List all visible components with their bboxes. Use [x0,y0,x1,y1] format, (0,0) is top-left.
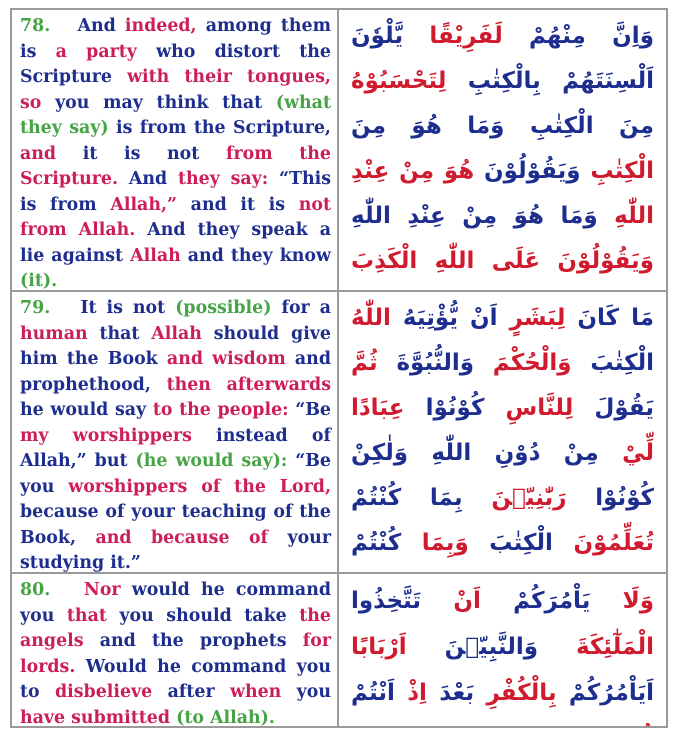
arabic-segment: الْكِتٰبَ [571,350,654,376]
arabic-text-80 [339,574,666,726]
english-segment: It is not [80,298,176,318]
english-segment: it is not [56,143,226,164]
english-segment: instead of Allah,” but [20,425,331,471]
english-segment: that [66,605,107,626]
verse-row-80 [12,574,666,726]
arabic-segment: اِذْ [407,680,427,706]
arabic-segment: تَتَّخِذُوا [351,588,422,614]
english-segment: my worshippers [20,425,192,446]
arabic-segment: لِبَشَرٍ [509,305,566,331]
arabic-segment: كُنْتُمْ [351,530,402,556]
english-segment: your studying it.” [20,527,331,572]
arabic-segment: مِنَ الْكِتٰبِ وَمَا هُوَ مِنَ [351,113,654,139]
english-segment: a party [55,41,137,62]
english-segment: who distort the Scripture [20,41,331,87]
verse-row-78 [12,10,666,292]
english-segment: with their tongues, so [20,67,331,113]
english-segment: to the people: [152,400,289,420]
english-segment: “Be you [20,451,331,497]
english-segment: you [281,682,332,702]
arabic-segment: وَالْحُكْمَ [492,350,572,376]
arabic-segment: وَبِمَا [421,530,469,556]
english-segment: Allah [130,245,181,266]
english-segment: (it). [20,271,58,290]
english-segment: should give him the Book [20,323,331,369]
english-segment: because of your teaching of the Book, [20,502,331,548]
english-segment: disbelieve [55,682,153,702]
arabic-segment: وَمَا هُوَ مِنْ عِنْدِ اللّٰهِ [351,203,615,229]
english-segment: you should take [106,605,300,626]
arabic-segment: مَا كَانَ [565,305,654,331]
arabic-segment: بِالْكُفْرِ [486,680,557,706]
english-segment: human [20,323,88,344]
english-segment: and prophethood, [20,349,331,395]
arabic-segment: تُعَلِّمُوْنَ [573,530,654,556]
english-segment: that [87,323,152,344]
arabic-segment: الْكِتٰبَ [468,530,574,556]
arabic-segment: ثُمَّ [351,350,378,376]
english-segment: (what they say) [20,92,331,138]
arabic-segment: وَلَا [590,588,654,614]
arabic-segment: وَيَقُوْلُوْنَ عَلَى اللّٰهِ الْكَذِبَ [351,248,654,274]
arabic-segment: وَاِنَّ مِنْهُمْ [502,23,654,49]
english-text-80 [20,580,331,726]
english-text-78 [20,16,331,290]
english-segment: for a [271,298,331,318]
arabic-segment: لَفَرِيْقًا [429,23,503,49]
english-segment: (possible) [175,298,272,318]
arabic-segment: اَنْتُمْ [351,680,408,706]
verse-number-80: 80. [20,580,51,600]
english-segment: Nor [83,580,121,600]
english-segment: would he command you [20,580,331,626]
arabic-segment: اَنْ [421,588,514,614]
english-segment: then afterwards [166,374,331,395]
verse-number-79: 79. [20,298,51,318]
english-segment: when [229,682,282,702]
english-segment: he would say [20,400,153,420]
english-segment: and they know [180,245,331,266]
english-segment: “This is from [20,169,332,215]
arabic-segment: هُوَ مِنْ عِنْدِ اللّٰهِ [351,158,654,229]
verse-number-78: 78. [20,16,51,36]
english-segment: Allah,” [110,194,178,215]
english-segment: after [152,682,230,702]
arabic-segment: لِلنَّاسِ [505,395,574,421]
arabic-segment: اللّٰهُ [351,305,391,331]
arabic-segment: اَنْ يُّؤْتِيَهُ [390,305,510,331]
english-segment: the angels [20,605,331,651]
arabic-text-79 [339,292,666,572]
arabic-segment: الْكِتٰبِ [590,158,654,184]
arabic-segment: اَيَاْمُرُكُمْ [556,680,655,706]
arabic-segment: لِتَحْسَبُوْهُ [351,68,447,94]
english-segment: And they speak a lie against [20,220,331,266]
english-segment: And [77,16,125,36]
english-segment: from the Scripture. [20,143,331,189]
english-segment: they say: [177,169,269,189]
arabic-segment: وَيَقُوْلُوْنَ [474,158,591,184]
arabic-segment: عِبَادًا لِّيْ [351,395,654,466]
arabic-segment: بَعْدَ [426,680,487,706]
english-translation-80 [12,574,339,726]
english-segment: (to Allah). [176,707,275,726]
english-segment: (he would say): [135,451,288,471]
arabic-segment: يَاْمُرَكُمْ [513,588,591,614]
english-translation-79 [12,292,339,572]
english-segment: and [20,143,57,164]
english-segment: Allah [151,323,202,344]
english-segment: not from Allah. [20,194,332,240]
english-segment: for lords. [20,631,331,677]
english-segment: is from the Scripture, [108,118,331,138]
verse-row-79 [12,292,666,574]
arabic-segment: كُوْنُوْا [404,395,506,421]
arabic-segment: بِمَا كُنْتُمْ [351,485,492,511]
english-translation-78 [12,10,339,290]
arabic-segment: رَبّٰنِيّٖنَ [491,485,567,511]
english-segment: have submitted [20,707,171,726]
english-text-79 [20,298,331,572]
english-segment: Would he command you to [20,656,331,702]
english-segment: among them is [20,16,331,62]
english-segment: worshippers of the Lord, [68,476,331,497]
english-segment: and wisdom [166,349,286,369]
english-segment: you may think that [41,92,276,113]
arabic-segment: يَقُوْلَ [573,395,655,421]
english-segment: and the prophets [83,631,303,651]
arabic-segment: مِنْ دُوْنِ اللّٰهِ وَلٰكِنْ كُوْنُوْا [351,440,654,511]
arabic-segment: يَّلْوٗنَ اَلْسِنَتَهُمْ بِالْكِتٰبِ [351,23,654,94]
arabic-segment: الْمَلٰٓئِكَةَ [575,634,654,660]
english-segment: and it is [177,194,299,215]
arabic-segment: اَرْبَابًا [351,634,407,660]
english-segment: “Be [288,400,331,420]
arabic-text-78 [339,10,666,290]
arabic-segment: وَالنُّبُوَّةَ [377,350,493,376]
verse-table [10,8,668,728]
english-segment: and because of [95,527,269,548]
english-segment: And [118,169,178,189]
arabic-segment: وَالنَّبِيّٖنَ [406,634,576,660]
english-segment: indeed, [124,16,197,36]
